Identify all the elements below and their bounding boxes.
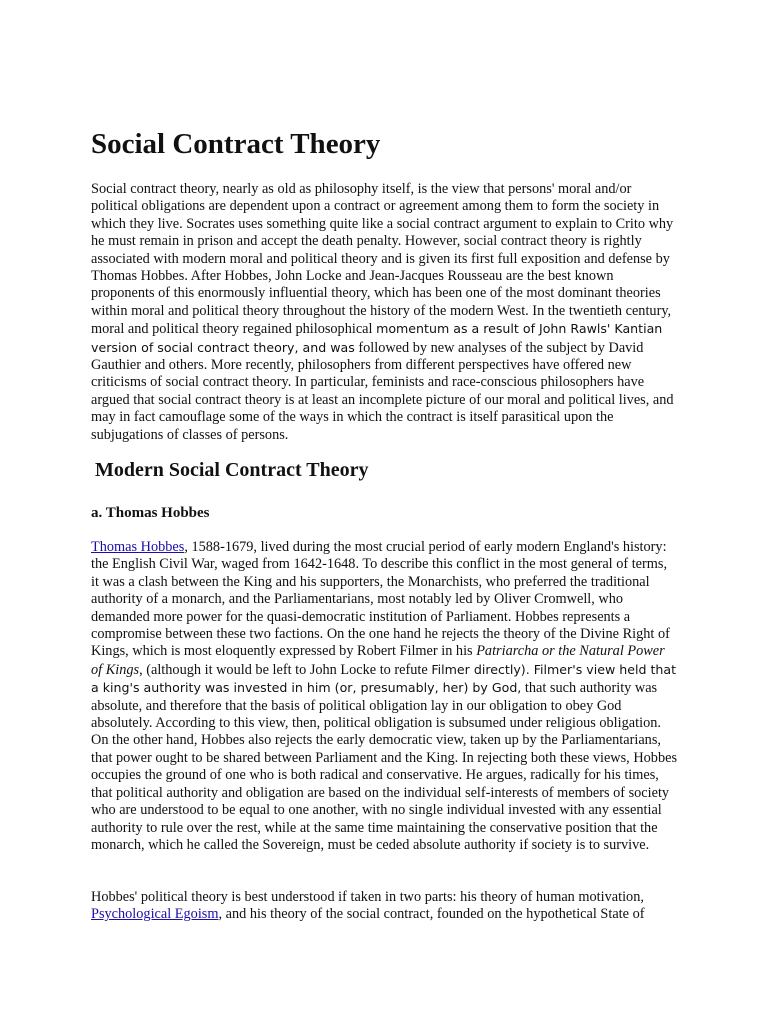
intro-paragraph [91,181,677,444]
section-heading: Modern Social Contract Theory [95,459,369,481]
page-title: Social Contract Theory [91,128,381,160]
intro-text-1: Social contract theory, nearly as old as philosophy itself, is the view that persons' moral and/or political obligations are dependent upon a contract or agreement among them to form the society in which they live. Socrates uses something quite like a social contract argument to explain to Crito why he must remain in prison and accept the death penalty. However, social contract theory is rightly associated with modern moral and political theory and is given its first full exposition and defense by Thomas Hobbes. After Hobbes, John Locke and Jean-Jacques Rousseau are the best known proponents of this enormously influential theory, which has been one of the most dominant theories within moral and political theory throughout the history of the modern West. In the twentieth century, moral and political theory regained philosophical [91,181,674,338]
closing-paragraph [91,889,677,924]
book-title: Patriarcha or the Natural Power of Kings [91,643,665,678]
intro-text-3: followed by new analyses of the subject by David Gauthier and others. More recently, philosophers from different perspectives have offered new criticisms of social contract theory. In particular, feminists and race-conscious philosophers have argued that social contract theory is at least an incomplete picture of our moral and political lives, and may in fact camouflage some of the ways in which the contract is itself parasitical upon the subjugations of classes of persons. [91,339,674,443]
hobbes-text-1: , 1588-1679, lived during the most crucial period of early modern England's history: the English Civil War, waged from 1642-1648. To describe this conflict in the most general of terms, it was a clash between the King and his supporters, the Monarchists, who preferred the traditional authority of a monarch, and the Parliamentarians, most notably led by Oliver Cromwell, who demanded more power for the quasi-democratic institution of Parliament. Hobbes represents a compromise between these two factions. On the one hand he rejects the theory of the Divine Right of Kings, which is most eloquently expressed by Robert Filmer in his [91,539,670,660]
closing-text-2: , and his theory of the social contract, founded on the hypothetical State of [218,906,645,923]
intro-text-2: momentum as a result of John Rawls' Kantian version of social contract theory, and was [91,321,663,355]
psychological-egoism-link[interactable]: Psychological Egoism [91,906,219,923]
hobbes-text-4: that such authority was absolute, and therefore that the basis of political obligation lay in our obligation to obey God absolutely. According to this view, then, political obligation is subsumed under religious obligation. On the other hand, Hobbes also rejects the early democratic view, taken up by the Parliamentarians, that power ought to be shared between Parliament and the King. In rejecting both these views, Hobbes occupies the ground of one who is both radical and conservative. He argues, radically for his times, that political authority and obligation are based on the individual self-interests of members of society who are understood to be equal to one another, with no single individual invested with any essential authority to rule over the rest, while at the same time maintaining the conservative position that the monarch, which he called the Sovereign, must be ceded absolute authority if society is to survive. [91,680,678,853]
hobbes-text-3: Filmer directly). Filmer's view held that a king's authority was invested in him (or, presumably, her) by God, [91,661,677,696]
closing-text-1: Hobbes' political theory is best understood if taken in two parts: his theory of human motivation, [91,889,644,905]
hobbes-paragraph [91,539,677,854]
subsection-heading: a. Thomas Hobbes [91,505,210,521]
hobbes-text-2: , (although it would be left to John Locke to refute [139,661,432,678]
thomas-hobbes-link[interactable]: Thomas Hobbes [91,539,185,555]
